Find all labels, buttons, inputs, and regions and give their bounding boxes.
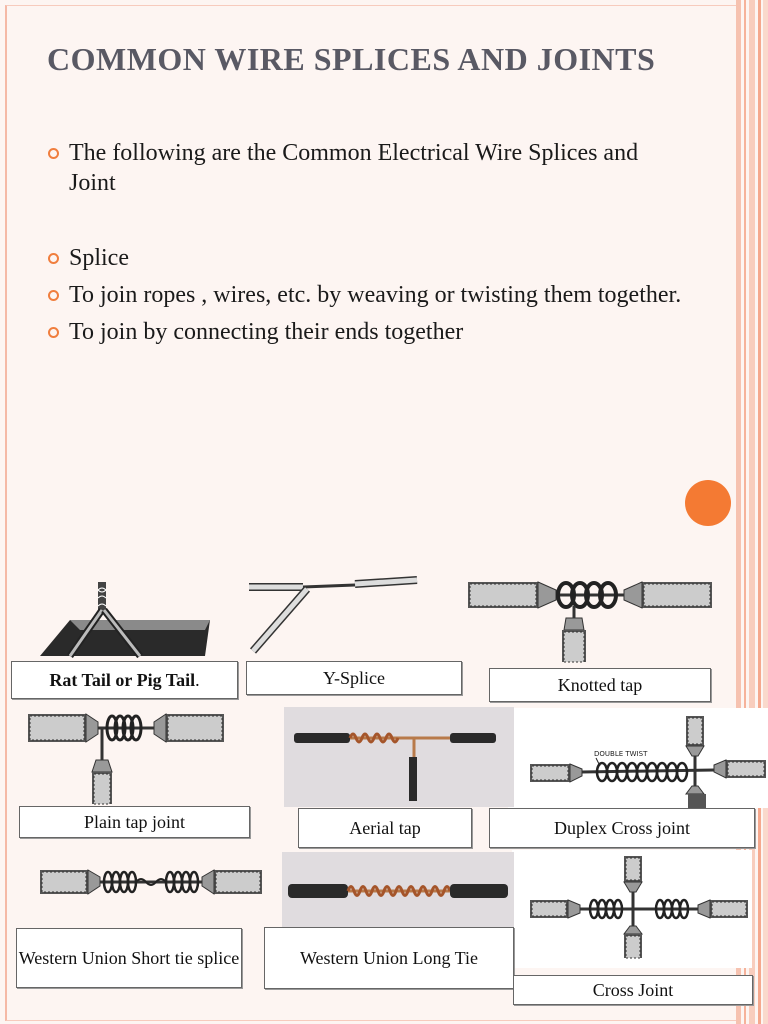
double-twist-annotation: DOUBLE TWIST [594,750,648,758]
western-union-short-tie-label: Western Union Short tie splice [16,928,242,988]
knotted-tap-label: Knotted tap [489,668,711,702]
bullet-list [46,138,686,347]
aerial-tap-photo [284,707,514,807]
y-splice-image [245,575,420,655]
decorative-orange-circle [685,480,731,526]
y-splice-label: Y-Splice [246,661,462,695]
bullet-ring-icon [48,290,59,301]
western-union-long-tie-photo [282,852,514,928]
slide-title: COMMON WIRE SPLICES AND JOINTS [47,41,656,77]
duplex-cross-joint-image [528,714,768,808]
western-union-short-tie-image [38,866,264,900]
bullet-item: The following are the Common Electrical Wire Splices and Joint [46,138,686,198]
cross-joint-label: Cross Joint [513,975,753,1005]
rat-tail-splice-image [40,580,240,662]
bullet-item: Splice [46,243,686,273]
duplex-cross-joint-label: Duplex Cross joint [489,808,755,848]
bullet-item: To join by connecting their ends together [46,317,686,347]
knotted-tap-image [466,578,714,664]
plain-tap-joint-image [26,710,226,806]
aerial-tap-label: Aerial tap [298,808,472,848]
bullet-ring-icon [48,327,59,338]
cross-joint-image [528,854,750,960]
bullet-item: To join ropes , wires, etc. by weaving or twisting them together. [46,280,686,310]
western-union-long-tie-label: Western Union Long Tie [264,927,514,989]
bullet-ring-icon [48,253,59,264]
bullet-ring-icon [48,148,59,159]
plain-tap-joint-label: Plain tap joint [19,806,250,838]
rat-tail-label: Rat Tail or Pig Tail. [11,661,238,699]
